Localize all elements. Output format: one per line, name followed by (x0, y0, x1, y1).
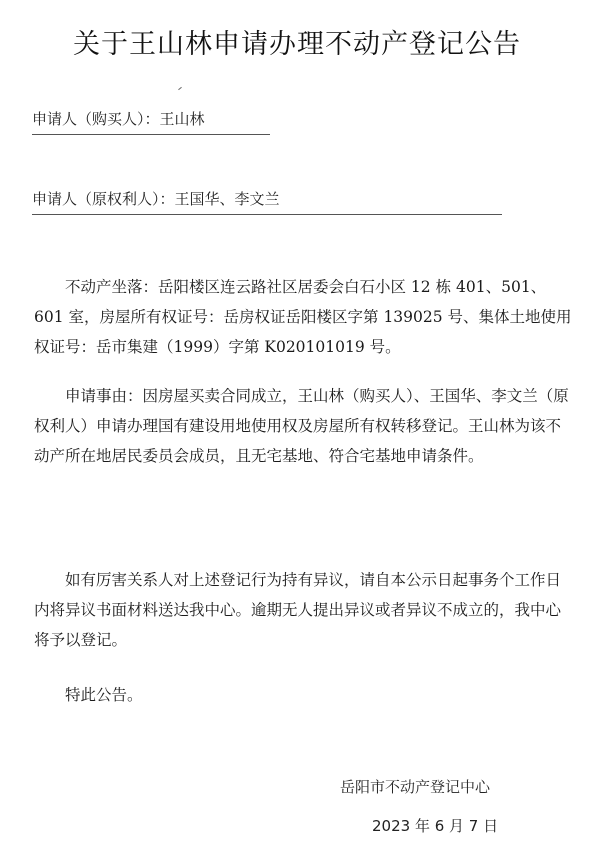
paragraph-text: 不动产坐落：岳阳楼区连云路社区居委会白石小区 12 栋 401、501、601 室，房屋所有权证号：岳房权证岳阳楼区字第 139025 号、集体土地使用权证号：岳市集建（1999）字第 K020101019 号。 (34, 278, 572, 356)
signature-organization: 岳阳市不动产登记中心 (340, 778, 491, 796)
notice-title: 关于王山林申请办理不动产登记公告 (73, 29, 521, 60)
applicant-buyer-text: 申请人（购买人）：王山林 (32, 110, 205, 128)
applicant-owner-text: 申请人（原权利人）：王国华、李文兰 (32, 190, 280, 208)
underline (32, 134, 270, 135)
underline (32, 214, 502, 215)
closing-paragraph (34, 680, 572, 710)
applicant-owner (32, 188, 280, 209)
objection-paragraph (34, 565, 572, 655)
stray-mark (178, 87, 182, 90)
application-reason-paragraph (34, 381, 572, 471)
applicant-buyer (32, 108, 205, 129)
paragraph-text: 申请事由：因房屋买卖合同成立，王山林（购买人）、王国华、李文兰（原权利人）申请办理国有建设用地使用权及房屋所有权转移登记。王山林为该不动产所在地居民委员会成员，且无宅基地、符合宅基地申请条件。 (34, 387, 569, 465)
signature-date: 2023 年 6 月 7 日 (372, 817, 499, 835)
paragraph-text: 特此公告。 (65, 686, 143, 704)
property-location-paragraph (34, 272, 572, 362)
paragraph-text: 如有厉害关系人对上述登记行为持有异议，请自本公示日起事务个工作日内将异议书面材料送达我中心。逾期无人提出异议或者异议不成立的，我中心将予以登记。 (34, 571, 562, 649)
